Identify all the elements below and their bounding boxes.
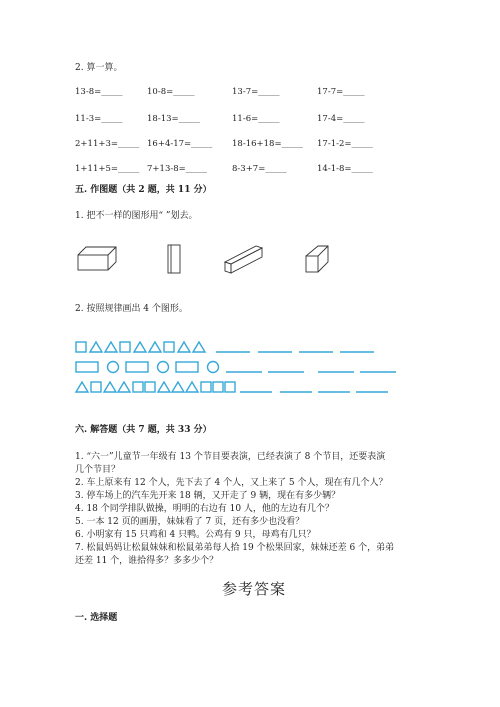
problem-line: 6. 小明家有 15 只鸡和 4 只鸭。公鸡有 9 只，母鸡有几只？ xyxy=(75,530,316,540)
answer-title: 参考答案 xyxy=(222,580,287,598)
section-6-heading: 六. 解答题（共 7 题，共 33 分） xyxy=(75,425,212,435)
calc-item: 18-13=_____ xyxy=(147,114,200,124)
section-5-heading: 五. 作图题（共 2 题，共 11 分） xyxy=(75,185,212,195)
problem-line: 3. 停车场上的汽车先开来 18 辆，又开走了 9 辆，现在有多少辆？ xyxy=(75,491,341,501)
calc-item: 2+11+3=_____ xyxy=(75,139,140,149)
problem-line: 5. 一本 12 页的画册，妹妹看了 7 页，还有多少也没看？ xyxy=(75,517,305,527)
calc-item: 17-7=_____ xyxy=(317,87,365,97)
calc-item: 10-8=_____ xyxy=(147,87,195,97)
pattern-row-3 xyxy=(76,382,388,392)
calc-item: 17-4=_____ xyxy=(317,114,365,124)
calc-item: 17-1-2=_____ xyxy=(317,139,373,149)
problem-line: 几个节目？ xyxy=(75,465,121,475)
pattern-row-1 xyxy=(76,342,374,352)
calc-item: 18-16+18=_____ xyxy=(232,139,303,149)
problem-line: 4. 18 个同学排队做操，明明的右边有 10 人，他的左边有几个？ xyxy=(75,504,334,514)
calc-item: 11-6=_____ xyxy=(232,114,280,124)
question-5-1: 1. 把不一样的图形用“ ”划去。 xyxy=(75,211,198,221)
calc-item: 14-1-8=_____ xyxy=(317,164,373,174)
calc-item: 16+4-17=_____ xyxy=(147,139,213,149)
calc-item: 13-7=_____ xyxy=(232,87,280,97)
answer-section-1: 一. 选择题 xyxy=(75,613,118,623)
shape-long-prism xyxy=(225,246,262,273)
section-2-title: 2. 算一算。 xyxy=(75,63,123,73)
problem-line: 还差 11 个，谁拾得多？多多少个？ xyxy=(75,556,219,566)
problem-line: 2. 车上原来有 12 个人，先下去了 4 个人，又上来了 5 个人，现在有几个人？ xyxy=(75,478,388,488)
question-5-2: 2. 按照规律画出 4 个图形。 xyxy=(75,304,188,314)
calc-item: 11-3=_____ xyxy=(75,114,123,124)
calc-item: 8-3+7=_____ xyxy=(232,164,287,174)
shape-tall-prism xyxy=(306,246,328,272)
problem-line: 1. “六一”儿童节一年级有 13 个节目要表演，已经表演了 8 个节目，还要表演 xyxy=(75,452,386,462)
calc-item: 1+11+5=_____ xyxy=(75,164,140,174)
shape-flat-prism xyxy=(78,247,116,270)
calc-item: 7+13-8=_____ xyxy=(147,164,207,174)
calc-item: 13-8=_____ xyxy=(75,87,123,97)
problem-line: 7. 松鼠妈妈让松鼠妹妹和松鼠弟弟每人拾 19 个松果回家，妹妹还差 6 个，弟弟 xyxy=(75,543,395,553)
pattern-row-2 xyxy=(76,362,396,373)
shape-tall-rectangle xyxy=(168,245,180,273)
